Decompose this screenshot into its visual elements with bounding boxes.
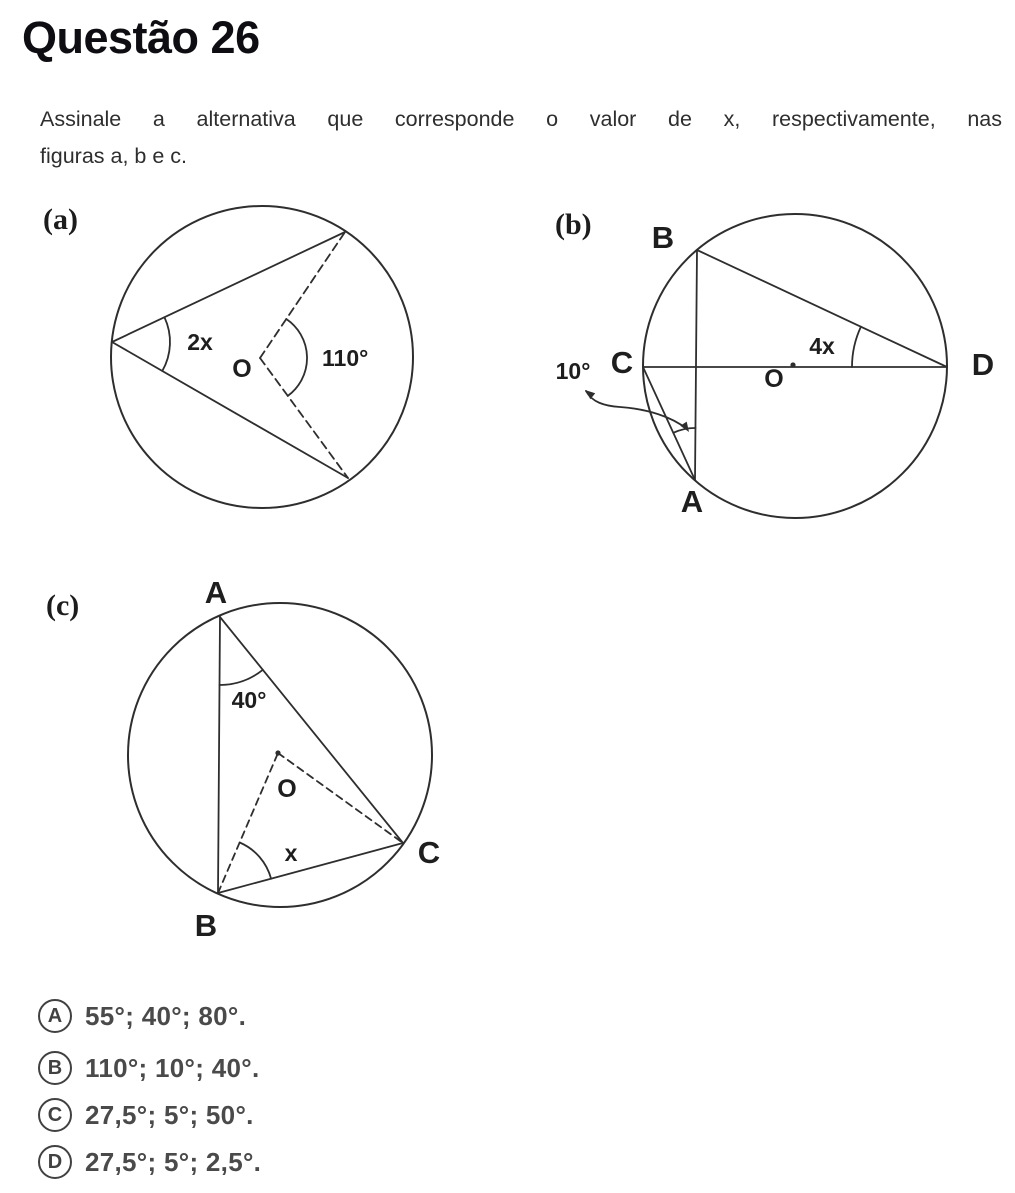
inscribed-angle-arc — [162, 317, 170, 371]
leader-arrowhead-label — [585, 390, 595, 399]
option-a-badge[interactable]: A — [38, 999, 72, 1033]
question-line-2: figuras a, b e c. — [40, 144, 187, 168]
center-dot — [275, 750, 280, 755]
option-b[interactable] — [38, 1050, 259, 1086]
center-label: O — [277, 775, 297, 803]
option-b-text: 110°; 10°; 40°. — [85, 1052, 260, 1083]
figure-b — [540, 190, 1015, 540]
figure-c-label: (c) — [46, 589, 80, 622]
option-d[interactable] — [38, 1144, 261, 1180]
option-b-badge[interactable]: B — [38, 1051, 72, 1085]
leader-arrow — [586, 391, 687, 429]
center-label: O — [764, 365, 784, 393]
point-a-label: A — [680, 484, 704, 519]
option-c-text: 27,5°; 5°; 50°. — [85, 1099, 254, 1130]
angle-b-arc — [240, 843, 271, 879]
point-c-label: C — [610, 345, 634, 380]
central-angle-value: 110° — [322, 345, 369, 371]
option-d-badge[interactable]: D — [38, 1145, 72, 1179]
chord-bottom — [112, 342, 348, 478]
question-line-1: Assinale a alternativa que corresponde o valor de x, respectivamente, nas — [40, 107, 1002, 131]
page-title: Questão 26 — [22, 12, 260, 63]
inscribed-angle-value: 2x — [187, 329, 213, 355]
option-a-text: 55°; 40°; 80°. — [85, 1000, 247, 1031]
point-b-label: B — [194, 908, 218, 943]
point-a-label: A — [204, 575, 228, 610]
angle-d-arc — [852, 327, 861, 367]
angle-a-value: 10° — [555, 358, 591, 384]
point-d-label: D — [971, 347, 995, 382]
central-angle-arc — [286, 319, 307, 396]
chord-ac — [220, 617, 403, 843]
figure-a — [30, 195, 440, 525]
chord-top — [112, 232, 345, 342]
angle-d-value: 4x — [809, 333, 835, 359]
angle-a-arc — [220, 670, 263, 685]
chord-ca — [643, 367, 695, 480]
figure-a-label: (a) — [43, 203, 78, 236]
option-d-text: 27,5°; 5°; 2,5°. — [85, 1146, 262, 1177]
figure-b-label: (b) — [555, 208, 592, 241]
option-c-badge[interactable]: C — [38, 1098, 72, 1132]
option-c[interactable] — [38, 1097, 254, 1133]
angle-a-value: 40° — [231, 687, 267, 713]
chord-ab — [218, 617, 220, 893]
chord-ba — [695, 250, 697, 480]
angle-b-value: x — [284, 840, 298, 866]
figure-c — [30, 565, 480, 960]
question-text — [40, 101, 1002, 175]
option-a[interactable] — [38, 998, 246, 1034]
point-b-label: B — [651, 220, 675, 255]
point-c-label: C — [417, 835, 441, 870]
center-dot — [790, 362, 795, 367]
center-label: O — [232, 355, 252, 383]
chord-bc — [218, 843, 403, 893]
